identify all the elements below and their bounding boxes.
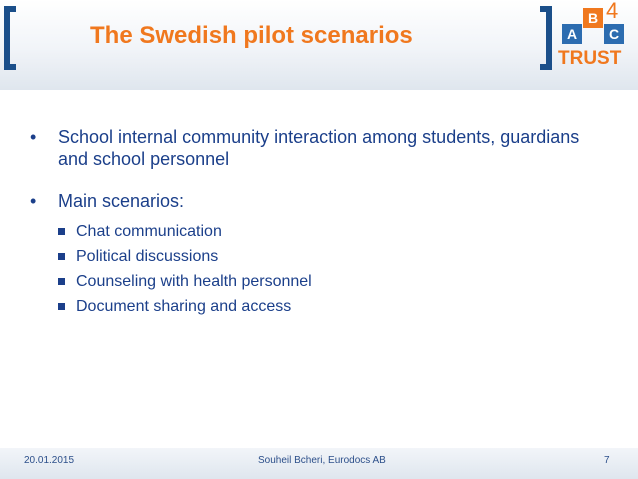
right-bracket-decoration <box>540 6 552 70</box>
footer-date: 20.01.2015 <box>24 455 75 466</box>
sub-bullet-text: Political discussions <box>76 248 219 265</box>
bullet-item <box>30 126 610 170</box>
sub-bullet-text: Document sharing and access <box>76 298 292 315</box>
abc4trust-logo <box>556 0 628 76</box>
page-number: 7 <box>604 455 610 466</box>
logo-letter-c: C <box>604 24 624 44</box>
bullet-text: Main scenarios: <box>58 191 185 211</box>
sub-bullet-item <box>58 219 610 244</box>
bullet-text: School internal community interaction among students, guardians and school personnel <box>58 127 580 169</box>
bullet-dot-icon: • <box>30 191 37 211</box>
square-bullet-icon <box>58 228 65 235</box>
sub-bullet-item <box>58 244 610 269</box>
slide-footer <box>0 448 638 479</box>
sub-bullet-list <box>30 219 610 319</box>
square-bullet-icon <box>58 278 65 285</box>
slide-title: The Swedish pilot scenarios <box>90 22 413 49</box>
logo-letter-b: B <box>583 8 603 28</box>
bullet-dot-icon: • <box>30 127 37 147</box>
bullet-item <box>30 190 610 212</box>
square-bullet-icon <box>58 303 65 310</box>
logo-number: 4 <box>606 0 619 23</box>
footer-author: Souheil Bcheri, Eurodocs AB <box>258 455 386 466</box>
logo-letter-a: A <box>562 24 582 44</box>
square-bullet-icon <box>58 253 65 260</box>
sub-bullet-item <box>58 294 610 319</box>
sub-bullet-text: Counseling with health personnel <box>76 273 312 290</box>
left-bracket-decoration <box>4 6 16 70</box>
slide-header <box>0 0 638 90</box>
slide-content <box>30 126 610 319</box>
sub-bullet-text: Chat communication <box>76 223 222 240</box>
sub-bullet-item <box>58 269 610 294</box>
logo-word: TRUST <box>558 48 622 69</box>
